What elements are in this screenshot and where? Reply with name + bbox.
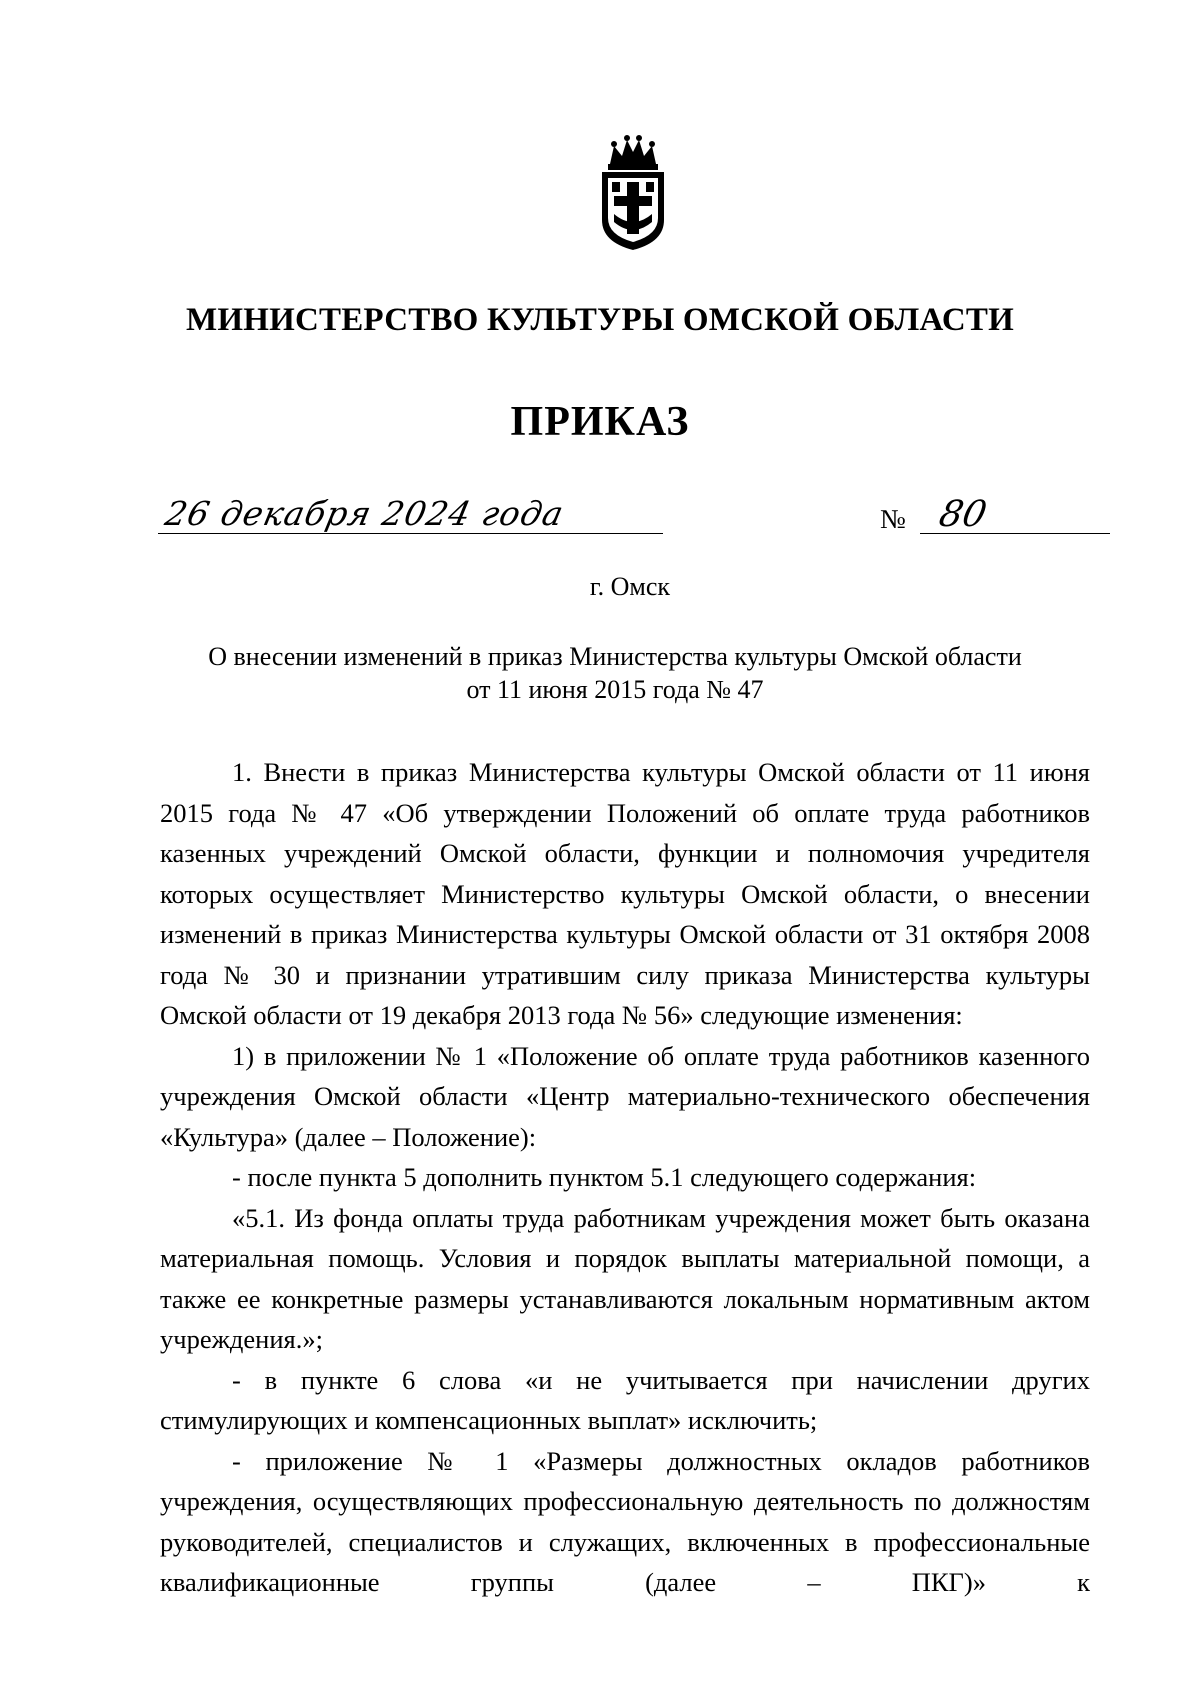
body-paragraph: 1) в приложении № 1 «Положение об оплате труда работников казенного учреждения Омской области «Центр материально-технического обеспечения «Культура» (далее – Положение):: [160, 1040, 1090, 1152]
document-type-title: ПРИКАЗ: [510, 399, 690, 445]
handwritten-date: 26 декабря 2024 года: [161, 494, 568, 533]
subject-line-2: от 11 июня 2015 года № 47: [466, 675, 764, 704]
date-underline: [158, 533, 663, 534]
order-body: [160, 752, 1090, 1603]
body-paragraph: - после пункта 5 дополнить пунктом 5.1 следующего содержания:: [232, 1162, 977, 1192]
number-sign: №: [880, 504, 906, 534]
handwritten-number: 80: [935, 494, 991, 535]
subject-line-1: О внесении изменений в приказ Министерства культуры Омской области: [208, 642, 1022, 671]
body-paragraph: - приложение № 1 «Размеры должностных окладов работников учреждения, осуществляющих профессиональную деятельность по должностям руководителей, специалистов и служащих, включенных в профессиональные квалификационные группы (далее – ПКГ)» к: [160, 1445, 1090, 1597]
body-paragraph: «5.1. Из фонда оплаты труда работникам учреждения может быть оказана материальная помощь. Условия и порядок выплаты материальной помощи, а также ее конкретные размеры устанавливаются локальным нормативным актом учреждения.»;: [160, 1202, 1090, 1354]
ministry-heading: МИНИСТЕРСТВО КУЛЬТУРЫ ОМСКОЙ ОБЛАСТИ: [186, 302, 1014, 338]
order-subject: [150, 640, 1080, 706]
order-date-field: [158, 494, 663, 540]
number-underline: [920, 533, 1110, 534]
body-paragraph: 1. Внести в приказ Министерства культуры Омской области от 11 июня 2015 года № 47 «Об утверждении Положений об оплате труда работников казенных учреждений Омской области, функции и полномочия учредителя которых осуществляет Министерство культуры Омской области, о внесении изменений в приказ Министерства культуры Омской области от 31 октября 2008 года № 30 и признании утратившим силу приказа Министерства культуры Омской области от 19 декабря 2013 года № 56» следующие изменения:: [160, 757, 1090, 1030]
order-number-field: [880, 494, 1110, 540]
body-paragraph: - в пункте 6 слова «и не учитывается при начислении других стимулирующих и компенсационных выплат» исключить;: [160, 1364, 1090, 1435]
coat-of-arms-icon: [596, 134, 670, 252]
city-line: г. Омск: [589, 572, 671, 601]
